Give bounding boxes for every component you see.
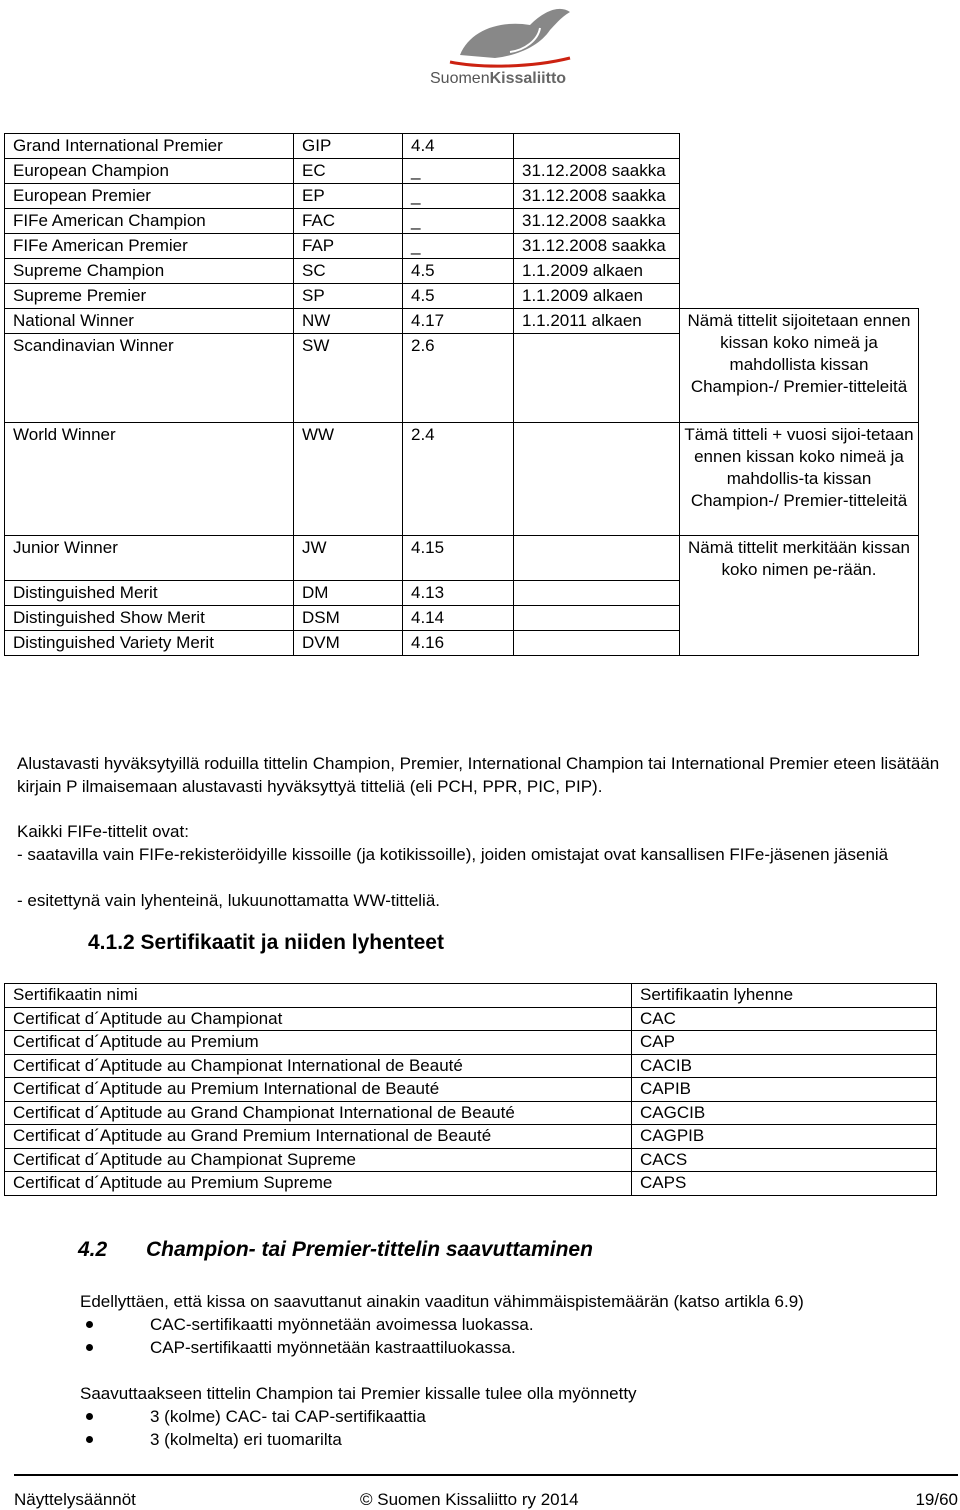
cert-abbr-cell: CAPS — [632, 1172, 937, 1196]
section-heading-4-1-2: 4.1.2 Sertifikaatit ja niiden lyhenteet — [88, 931, 444, 954]
list-item: 3 (kolmelta) eri tuomarilta — [80, 1428, 426, 1451]
table-cell: 1.1.2009 alkaen — [514, 259, 680, 284]
table-cell: 4.16 — [403, 631, 514, 656]
table-cell: 31.12.2008 saakka — [514, 234, 680, 259]
table-cell — [514, 536, 680, 581]
empty-cell — [680, 184, 919, 209]
table-cell: National Winner — [5, 309, 294, 334]
empty-cell — [680, 209, 919, 234]
table-row — [5, 134, 919, 159]
cert-abbr-cell: CAP — [632, 1031, 937, 1055]
table-cell: FIFe American Champion — [5, 209, 294, 234]
table-cell: SP — [294, 284, 403, 309]
certificates-table — [4, 983, 937, 1196]
bullet-list-title-requirements — [80, 1405, 426, 1451]
cert-abbr-cell: CAGCIB — [632, 1101, 937, 1125]
page-footer — [14, 1474, 958, 1510]
note-cell-after-name: Nämä tittelit merkitään kissan koko nimen pe-rään. — [680, 536, 919, 656]
table-row — [5, 423, 919, 536]
table-cell: Supreme Premier — [5, 284, 294, 309]
table-row — [5, 184, 919, 209]
table-cell: _ — [403, 184, 514, 209]
table-cell: 4.5 — [403, 259, 514, 284]
table-cell: DSM — [294, 606, 403, 631]
table-cell — [514, 423, 680, 536]
cert-name-cell: Certificat d´Aptitude au Premium Supreme — [5, 1172, 632, 1196]
cert-name-cell: Certificat d´Aptitude au Grand Premium International de Beauté — [5, 1125, 632, 1149]
table-row — [5, 1148, 937, 1172]
table-cell: 4.5 — [403, 284, 514, 309]
table-cell — [514, 581, 680, 606]
titles-table — [4, 133, 919, 656]
section-heading-4-2: 4.2 Champion- tai Premier-tittelin saavuttaminen — [78, 1238, 593, 1261]
fife-titles-item-1: - saatavilla vain FIFe-rekisteröidyille kissoille (ja kotikissoille), joiden omistajat ovat kansallisen FIFe-jäsenen jäseniä — [17, 845, 889, 864]
fife-titles-item-2: - esitettynä vain lyhenteinä, lukuunottamatta WW-titteliä. — [17, 891, 440, 910]
table-cell: 4.14 — [403, 606, 514, 631]
table-cell: 2.4 — [403, 423, 514, 536]
table-cell: EC — [294, 159, 403, 184]
footer-page-number: 19/60 — [915, 1490, 958, 1509]
table-cell: DVM — [294, 631, 403, 656]
cert-abbr-cell: CAC — [632, 1007, 937, 1031]
empty-cell — [680, 284, 919, 309]
table-header-row — [5, 984, 937, 1008]
footer-copyright: © Suomen Kissaliitto ry 2014 — [360, 1490, 579, 1509]
table-cell: Grand International Premier — [5, 134, 294, 159]
table-cell: 4.17 — [403, 309, 514, 334]
empty-cell — [680, 159, 919, 184]
table-cell: FAC — [294, 209, 403, 234]
table-cell: 4.4 — [403, 134, 514, 159]
table-cell: Supreme Champion — [5, 259, 294, 284]
table-cell: Scandinavian Winner — [5, 334, 294, 423]
table-row — [5, 259, 919, 284]
empty-cell — [680, 134, 919, 159]
cert-name-cell: Certificat d´Aptitude au Championat — [5, 1007, 632, 1031]
table-cell: 2.6 — [403, 334, 514, 423]
table-cell: WW — [294, 423, 403, 536]
cert-name-cell: Certificat d´Aptitude au Premium International de Beauté — [5, 1078, 632, 1102]
table-cell: 31.12.2008 saakka — [514, 184, 680, 209]
logo-wordmark: SuomenKissaliitto — [430, 70, 567, 87]
list-item: 3 (kolme) CAC- tai CAP-sertifikaattia — [80, 1405, 426, 1428]
requirement-paragraph: Edellyttäen, että kissa on saavuttanut ainakin vaaditun vähimmäispistemäärän (katso artikla 6.9) — [80, 1292, 804, 1311]
list-item: CAC-sertifikaatti myönnetään avoimessa luokassa. — [80, 1313, 534, 1336]
cert-name-cell: Certificat d´Aptitude au Championat International de Beauté — [5, 1054, 632, 1078]
fife-titles-intro: Kaikki FIFe-tittelit ovat: — [17, 822, 189, 841]
table-cell: 4.13 — [403, 581, 514, 606]
cert-abbr-cell: CAGPIB — [632, 1125, 937, 1149]
table-cell: 1.1.2009 alkaen — [514, 284, 680, 309]
table-cell: SW — [294, 334, 403, 423]
table-cell: NW — [294, 309, 403, 334]
note-cell-world-winner: Tämä titteli + vuosi sijoi-tetaan ennen kissan koko nimeä ja mahdollis-ta kissan Champion-/ Premier-titteleitä — [680, 423, 919, 536]
table-cell: Junior Winner — [5, 536, 294, 581]
table-cell: 31.12.2008 saakka — [514, 159, 680, 184]
header-cert-name: Sertifikaatin nimi — [5, 984, 632, 1008]
table-row — [5, 1125, 937, 1149]
table-row — [5, 1054, 937, 1078]
table-cell — [514, 334, 680, 423]
table-cell: FIFe American Premier — [5, 234, 294, 259]
cert-abbr-cell: CACIB — [632, 1054, 937, 1078]
cert-name-cell: Certificat d´Aptitude au Premium — [5, 1031, 632, 1055]
table-cell: _ — [403, 209, 514, 234]
bullet-list-certificates — [80, 1313, 534, 1359]
table-cell: SC — [294, 259, 403, 284]
table-row — [5, 1007, 937, 1031]
table-cell: _ — [403, 159, 514, 184]
table-row — [5, 234, 919, 259]
table-row — [5, 1078, 937, 1102]
note-cell-before-name: Nämä tittelit sijoitetaan ennen kissan koko nimeä ja mahdollista kissan Champion-/ Premier-titteleitä — [680, 309, 919, 423]
table-cell: 4.15 — [403, 536, 514, 581]
table-cell: _ — [403, 234, 514, 259]
empty-cell — [680, 234, 919, 259]
preliminary-breeds-paragraph: Alustavasti hyväksytyillä roduilla tittelin Champion, Premier, International Champion tai International Premier eteen lisätään kirjain P ilmaisemaan alustavasti hyväksyttyä titteliä (eli PCH, PPR, PIC, PIP). — [17, 754, 940, 796]
table-cell: European Champion — [5, 159, 294, 184]
table-cell: DM — [294, 581, 403, 606]
table-cell: Distinguished Variety Merit — [5, 631, 294, 656]
footer-doc-title: Näyttelysäännöt — [14, 1490, 136, 1509]
cert-abbr-cell: CAPIB — [632, 1078, 937, 1102]
table-cell: JW — [294, 536, 403, 581]
cert-name-cell: Certificat d´Aptitude au Championat Supreme — [5, 1148, 632, 1172]
table-cell: EP — [294, 184, 403, 209]
table-cell — [514, 631, 680, 656]
table-row — [5, 284, 919, 309]
cert-abbr-cell: CACS — [632, 1148, 937, 1172]
table-row — [5, 1031, 937, 1055]
table-cell: World Winner — [5, 423, 294, 536]
cert-name-cell: Certificat d´Aptitude au Grand Championat International de Beauté — [5, 1101, 632, 1125]
table-cell: European Premier — [5, 184, 294, 209]
table-cell: FAP — [294, 234, 403, 259]
table-cell: 31.12.2008 saakka — [514, 209, 680, 234]
table-row — [5, 1101, 937, 1125]
table-cell: Distinguished Merit — [5, 581, 294, 606]
table-row — [5, 159, 919, 184]
list-item: CAP-sertifikaatti myönnetään kastraattiluokassa. — [80, 1336, 534, 1359]
header-cert-abbr: Sertifikaatin lyhenne — [632, 984, 937, 1008]
title-requirement-paragraph: Saavuttaakseen tittelin Champion tai Premier kissalle tulee olla myönnetty — [80, 1384, 637, 1403]
table-cell: GIP — [294, 134, 403, 159]
table-cell — [514, 606, 680, 631]
table-row — [5, 209, 919, 234]
table-row — [5, 309, 919, 334]
table-cell — [514, 134, 680, 159]
table-row — [5, 1172, 937, 1196]
table-cell: Distinguished Show Merit — [5, 606, 294, 631]
table-cell: 1.1.2011 alkaen — [514, 309, 680, 334]
table-row — [5, 536, 919, 581]
empty-cell — [680, 259, 919, 284]
